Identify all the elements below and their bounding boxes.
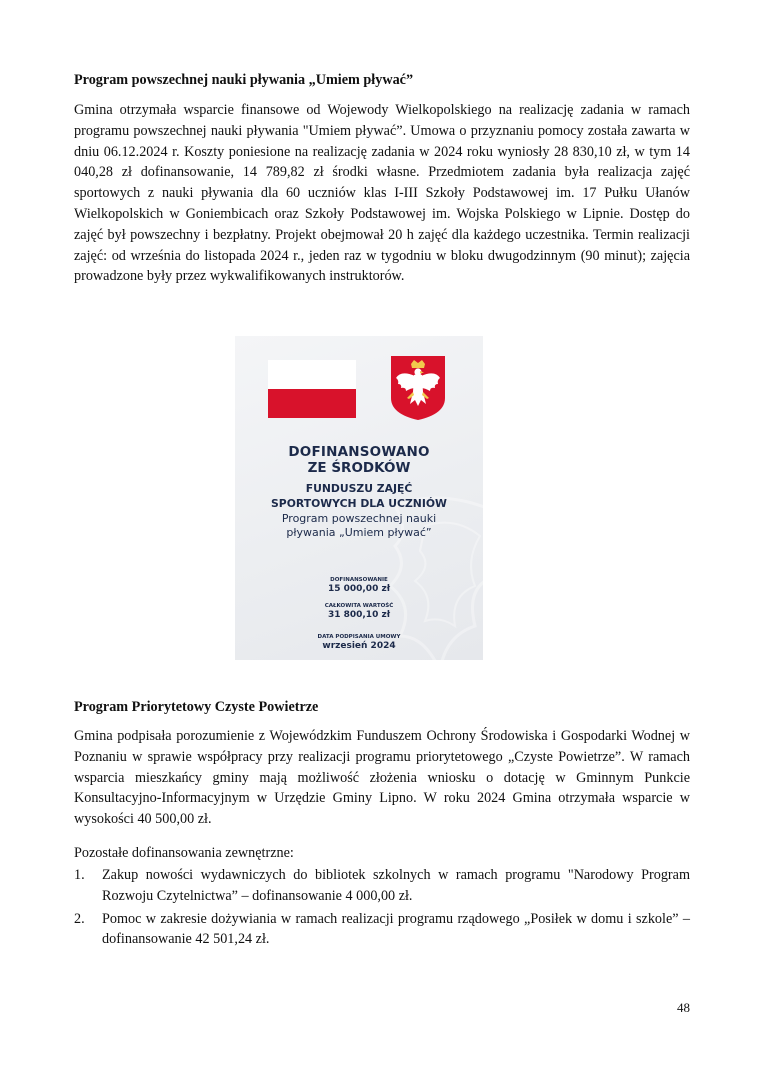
flag-red-stripe <box>268 389 356 418</box>
list-item-number: 2. <box>74 910 85 927</box>
flag-white-stripe <box>268 360 356 389</box>
list-item <box>74 865 690 907</box>
poster-label-funding: DOFINANSOWANIE <box>330 577 388 583</box>
page-number: 48 <box>677 1000 690 1015</box>
poster-label-date: DATA PODPISANIA UMOWY <box>317 634 401 640</box>
poster-fund-line1: FUNDUSZU ZAJĘĆ <box>305 482 413 495</box>
poster-headline-line1: DOFINANSOWANO <box>288 444 430 460</box>
poster-program-line1: Program powszechnej nauki <box>281 512 437 525</box>
list-item <box>74 909 690 951</box>
poster-label-total: CAŁKOWITA WARTOŚĆ <box>324 603 394 609</box>
poster-fund-line2: SPORTOWYCH DLA UCZNIÓW <box>271 497 447 510</box>
funding-poster <box>235 336 483 660</box>
list-item-text: Pomoc w zakresie dożywiania w ramach realizacji programu rządowego „Posiłek w domu i szkole” – dofinansowanie 42 501,24 zł. <box>102 910 690 948</box>
poster-headline-line2: ZE ŚRODKÓW <box>307 460 411 476</box>
section-heading-czyste-powietrze: Program Priorytetowy Czyste Powietrze <box>74 699 319 715</box>
section-heading-umiem-plywac: Program powszechnej nauki pływania „Umiem pływać” <box>74 72 414 88</box>
white-eagle-coat-of-arms-icon <box>389 354 447 422</box>
external-funding-list <box>74 865 690 952</box>
list-item-text: Zakup nowości wydawniczych do bibliotek szkolnych w ramach programu "Narodowy Program Rozwoju Czytelnictwa” – dofinansowanie 4 000,00 zł. <box>102 867 690 904</box>
section-paragraph-umiem-plywac: Gmina otrzymała wsparcie finansowe od Wojewody Wielkopolskiego na realizację zadania w ramach programu powszechnej nauki pływania "Umiem pływać”. Umowa o przyznaniu pomocy została zawarta w dniu 06.12.2024 r. Koszty poniesione na realizację zadania w 2024 roku wyniosły 28 830,10 zł, w tym 14 040,28 zł dofinansowanie, 14 789,82 zł środki własne. Przedmiotem zadania była realizacja zajęć sportowych z nauki pływania dla 60 uczniów klas I-III Szkoły Podstawowej im. 17 Pułku Ułanów Wielkopolskich w Goniembicach oraz Szkoły Podstawowej im. Wojska Polskiego w Lipnie. Dostęp do zajęć był powszechny i bezpłatny. Projekt obejmował 20 h zajęć dla każdego uczestnika. Termin realizacji zajęć: od września do listopada 2024 r., jeden raz w tygodniu w bloku dwugodzinnym (90 minut); zajęcia prowadzone były przez wykwalifikowanych instruktorów. <box>74 102 690 285</box>
section-paragraph-czyste-powietrze: Gmina podpisała porozumienie z Wojewódzkim Funduszem Ochrony Środowiska i Gospodarki Wodnej w Poznaniu w sprawie współpracy przy realizacji programu priorytetowego „Czyste Powietrze”. W ramach wsparcia mieszkańcy gminy mają możliwość złożenia wniosku o dotację w Gminnym Punkcie Konsultacyjno-Informacyjnym w Urzędzie Gminy Lipno. W roku 2024 Gmina otrzymała wsparcie w wysokości 40 500,00 zł. <box>74 728 690 828</box>
poster-program-line2: pływania „Umiem pływać” <box>286 526 432 539</box>
poster-value-funding: 15 000,00 zł <box>327 584 391 594</box>
poster-value-date: wrzesień 2024 <box>322 641 396 651</box>
polish-flag-icon <box>268 360 356 418</box>
poster-value-total: 31 800,10 zł <box>327 610 391 620</box>
list-item-number: 1. <box>74 867 85 883</box>
list-intro: Pozostałe dofinansowania zewnętrzne: <box>74 845 294 861</box>
